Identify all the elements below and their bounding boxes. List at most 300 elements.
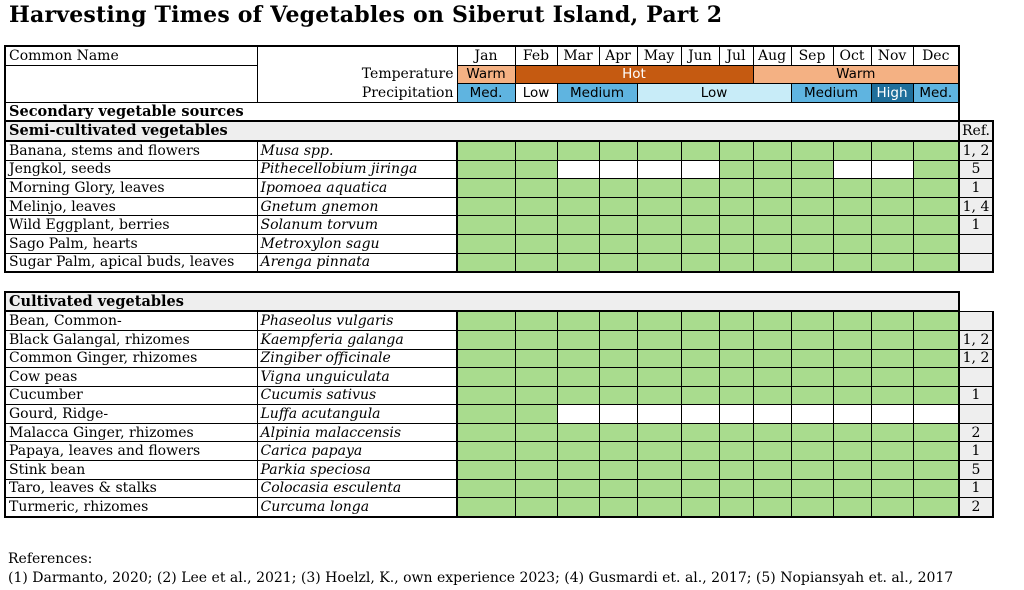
species-cell: Phaseolus vulgaris: [257, 311, 457, 330]
reference-cell: 1: [959, 386, 993, 405]
common-name-cell: Malacca Ginger, rhizomes: [5, 423, 257, 442]
gap-cell: [5, 272, 993, 292]
harvest-cell-may-harvest: [637, 253, 681, 272]
temperature-segment: Hot: [515, 65, 753, 84]
header-months-row: [5, 46, 993, 65]
harvest-cell-oct-harvest: [833, 498, 871, 517]
harvest-cell-jul-harvest: [719, 386, 753, 405]
harvest-cell-dec-harvest: [913, 386, 959, 405]
harvest-cell-dec-harvest: [913, 330, 959, 349]
harvest-cell-oct-harvest: [833, 442, 871, 461]
section-title: Semi-cultivated vegetables: [5, 121, 959, 141]
harvest-cell-apr-harvest: [599, 197, 637, 216]
harvest-cell-feb-harvest: [515, 479, 557, 498]
species-cell: Arenga pinnata: [257, 253, 457, 272]
harvest-cell-jan-harvest: [457, 386, 515, 405]
harvest-cell-jun-harvest: [681, 423, 719, 442]
harvest-cell-jan-harvest: [457, 253, 515, 272]
reference-cell: 1: [959, 442, 993, 461]
harvest-cell-apr-harvest: [599, 330, 637, 349]
harvest-cell-sep-harvest: [791, 141, 833, 160]
harvest-cell-dec-harvest: [913, 349, 959, 368]
harvest-cell-aug-harvest: [753, 311, 791, 330]
harvest-cell-aug-harvest: [753, 461, 791, 480]
harvest-cell-sep-harvest: [791, 253, 833, 272]
harvest-cell-aug-none: [753, 405, 791, 424]
table-row: [5, 179, 993, 198]
species-cell: Cucumis sativus: [257, 386, 457, 405]
month-header-jan: Jan: [457, 46, 515, 65]
harvest-cell-nov-harvest: [871, 349, 913, 368]
reference-cell: 2: [959, 498, 993, 517]
common-name-cell: Papaya, leaves and flowers: [5, 442, 257, 461]
reference-cell: 5: [959, 160, 993, 179]
section-header-row: [5, 292, 993, 312]
harvest-cell-jun-harvest: [681, 498, 719, 517]
harvest-cell-apr-harvest: [599, 311, 637, 330]
reference-cell: 1, 2: [959, 349, 993, 368]
harvest-cell-jun-harvest: [681, 234, 719, 253]
harvest-cell-oct-harvest: [833, 234, 871, 253]
harvest-cell-jun-harvest: [681, 311, 719, 330]
harvest-cell-feb-harvest: [515, 141, 557, 160]
harvest-cell-mar-harvest: [557, 479, 599, 498]
harvest-cell-mar-harvest: [557, 253, 599, 272]
common-name-cell: Morning Glory, leaves: [5, 179, 257, 198]
harvest-cell-mar-harvest: [557, 234, 599, 253]
table-row: [5, 368, 993, 387]
common-name-cell: Stink bean: [5, 461, 257, 480]
common-name-cell: Black Galangal, rhizomes: [5, 330, 257, 349]
harvest-cell-jul-harvest: [719, 311, 753, 330]
table-row: [5, 197, 993, 216]
harvest-cell-feb-harvest: [515, 216, 557, 235]
secondary-row: [5, 102, 993, 121]
harvest-cell-nov-none: [871, 160, 913, 179]
common-name-cell: Wild Eggplant, berries: [5, 216, 257, 235]
harvest-cell-feb-harvest: [515, 330, 557, 349]
page-title: Harvesting Times of Vegetables on Siberut Island, Part 2: [9, 2, 723, 28]
ref-header: Ref.: [959, 121, 993, 141]
harvest-cell-feb-harvest: [515, 234, 557, 253]
harvest-cell-jan-harvest: [457, 179, 515, 198]
harvest-cell-may-none: [637, 160, 681, 179]
harvest-cell-apr-harvest: [599, 141, 637, 160]
precipitation-segment: Medium: [557, 84, 637, 103]
harvest-cell-jan-harvest: [457, 349, 515, 368]
harvest-cell-feb-harvest: [515, 405, 557, 424]
harvest-cell-dec-harvest: [913, 423, 959, 442]
harvest-cell-apr-harvest: [599, 479, 637, 498]
harvest-cell-dec-harvest: [913, 141, 959, 160]
harvest-cell-jan-harvest: [457, 234, 515, 253]
species-cell: Musa spp.: [257, 141, 457, 160]
species-cell: Curcuma longa: [257, 498, 457, 517]
harvest-cell-apr-harvest: [599, 234, 637, 253]
harvest-cell-jan-harvest: [457, 216, 515, 235]
harvest-cell-apr-harvest: [599, 461, 637, 480]
harvest-cell-jun-none: [681, 160, 719, 179]
harvest-cell-oct-harvest: [833, 141, 871, 160]
harvest-cell-nov-harvest: [871, 197, 913, 216]
common-name-cell: Sago Palm, hearts: [5, 234, 257, 253]
table-row: [5, 442, 993, 461]
harvest-cell-dec-harvest: [913, 179, 959, 198]
harvest-cell-may-harvest: [637, 216, 681, 235]
precipitation-row: [5, 84, 993, 103]
harvest-cell-may-harvest: [637, 386, 681, 405]
month-header-dec: Dec: [913, 46, 959, 65]
species-cell: Luffa acutangula: [257, 405, 457, 424]
species-cell: Pithecellobium jiringa: [257, 160, 457, 179]
species-cell: Gnetum gnemon: [257, 197, 457, 216]
harvest-cell-feb-harvest: [515, 368, 557, 387]
harvest-cell-oct-harvest: [833, 216, 871, 235]
common-name-cell: Bean, Common-: [5, 311, 257, 330]
harvest-cell-jan-harvest: [457, 197, 515, 216]
month-header-mar: Mar: [557, 46, 599, 65]
harvest-cell-jan-harvest: [457, 479, 515, 498]
harvest-cell-nov-harvest: [871, 216, 913, 235]
common-name-cell: Taro, leaves & stalks: [5, 479, 257, 498]
harvest-cell-jul-harvest: [719, 349, 753, 368]
temperature-row: [5, 65, 993, 84]
harvest-cell-jan-harvest: [457, 330, 515, 349]
harvest-cell-dec-none: [913, 405, 959, 424]
harvest-cell-apr-harvest: [599, 442, 637, 461]
harvest-cell-mar-harvest: [557, 197, 599, 216]
section-title: Cultivated vegetables: [5, 292, 959, 312]
harvest-cell-aug-harvest: [753, 423, 791, 442]
harvest-cell-jan-harvest: [457, 141, 515, 160]
harvest-cell-sep-none: [791, 405, 833, 424]
species-cell: Solanum torvum: [257, 216, 457, 235]
harvest-cell-apr-harvest: [599, 368, 637, 387]
harvest-cell-aug-harvest: [753, 160, 791, 179]
harvest-cell-apr-none: [599, 405, 637, 424]
harvest-cell-apr-harvest: [599, 253, 637, 272]
precipitation-label: Precipitation: [257, 84, 457, 103]
harvest-cell-jun-harvest: [681, 349, 719, 368]
harvest-cell-jul-harvest: [719, 423, 753, 442]
reference-cell: 1: [959, 216, 993, 235]
harvest-cell-mar-harvest: [557, 386, 599, 405]
right-spacer: [959, 65, 993, 84]
harvest-cell-feb-harvest: [515, 386, 557, 405]
harvest-cell-jul-harvest: [719, 330, 753, 349]
harvest-cell-feb-harvest: [515, 160, 557, 179]
species-cell: Colocasia esculenta: [257, 479, 457, 498]
harvest-cell-jul-harvest: [719, 442, 753, 461]
harvest-cell-sep-harvest: [791, 330, 833, 349]
harvest-cell-aug-harvest: [753, 141, 791, 160]
harvest-cell-jul-harvest: [719, 253, 753, 272]
harvest-cell-sep-harvest: [791, 349, 833, 368]
harvest-cell-dec-harvest: [913, 216, 959, 235]
species-cell: Zingiber officinale: [257, 349, 457, 368]
common-name-cell: Jengkol, seeds: [5, 160, 257, 179]
harvest-cell-jul-harvest: [719, 141, 753, 160]
harvest-cell-aug-harvest: [753, 498, 791, 517]
harvest-cell-mar-harvest: [557, 461, 599, 480]
harvest-cell-aug-harvest: [753, 349, 791, 368]
table-row: [5, 330, 993, 349]
table-row: [5, 405, 993, 424]
harvest-cell-feb-harvest: [515, 253, 557, 272]
right-spacer: [959, 84, 993, 103]
harvest-cell-jul-harvest: [719, 160, 753, 179]
harvest-cell-aug-harvest: [753, 330, 791, 349]
harvest-cell-jun-harvest: [681, 386, 719, 405]
harvest-cell-jun-harvest: [681, 141, 719, 160]
harvest-cell-aug-harvest: [753, 197, 791, 216]
reference-cell: 5: [959, 461, 993, 480]
secondary-sources-label: Secondary vegetable sources: [5, 102, 959, 121]
harvest-cell-jun-harvest: [681, 461, 719, 480]
common-name-cell: Banana, stems and flowers: [5, 141, 257, 160]
month-header-nov: Nov: [871, 46, 913, 65]
harvest-cell-dec-harvest: [913, 461, 959, 480]
harvest-cell-nov-harvest: [871, 461, 913, 480]
harvest-cell-jun-harvest: [681, 253, 719, 272]
harvest-cell-oct-harvest: [833, 368, 871, 387]
species-cell: Ipomoea aquatica: [257, 179, 457, 198]
precipitation-segment: Low: [637, 84, 791, 103]
harvest-cell-may-harvest: [637, 479, 681, 498]
harvest-cell-apr-harvest: [599, 423, 637, 442]
species-cell: Parkia speciosa: [257, 461, 457, 480]
harvest-cell-apr-harvest: [599, 386, 637, 405]
harvest-cell-may-harvest: [637, 179, 681, 198]
table-row: [5, 479, 993, 498]
right-spacer: [959, 46, 993, 65]
harvest-cell-jun-harvest: [681, 330, 719, 349]
harvest-cell-aug-harvest: [753, 386, 791, 405]
harvest-cell-aug-harvest: [753, 253, 791, 272]
harvest-cell-jun-harvest: [681, 216, 719, 235]
harvest-cell-dec-harvest: [913, 253, 959, 272]
harvest-cell-may-harvest: [637, 311, 681, 330]
harvest-cell-nov-harvest: [871, 330, 913, 349]
harvest-cell-jul-none: [719, 405, 753, 424]
harvest-cell-feb-harvest: [515, 349, 557, 368]
harvest-cell-dec-harvest: [913, 368, 959, 387]
references-title: References:: [8, 551, 93, 567]
harvest-cell-jul-harvest: [719, 197, 753, 216]
harvest-cell-nov-harvest: [871, 253, 913, 272]
harvest-cell-aug-harvest: [753, 479, 791, 498]
table-row: [5, 423, 993, 442]
harvest-cell-nov-harvest: [871, 368, 913, 387]
harvest-cell-mar-harvest: [557, 498, 599, 517]
temperature-segment: Warm: [457, 65, 515, 84]
harvest-cell-mar-harvest: [557, 330, 599, 349]
harvest-cell-mar-harvest: [557, 442, 599, 461]
table-row: [5, 141, 993, 160]
table-row: [5, 216, 993, 235]
harvest-cell-dec-harvest: [913, 197, 959, 216]
harvest-cell-jun-harvest: [681, 479, 719, 498]
harvest-cell-nov-harvest: [871, 311, 913, 330]
harvest-cell-may-harvest: [637, 498, 681, 517]
harvest-cell-apr-harvest: [599, 498, 637, 517]
harvest-cell-jun-harvest: [681, 197, 719, 216]
harvest-cell-jan-harvest: [457, 498, 515, 517]
harvest-cell-oct-harvest: [833, 197, 871, 216]
harvest-cell-feb-harvest: [515, 179, 557, 198]
harvest-cell-nov-harvest: [871, 498, 913, 517]
harvest-cell-oct-harvest: [833, 179, 871, 198]
harvest-cell-may-harvest: [637, 461, 681, 480]
common-name-cell: Common Ginger, rhizomes: [5, 349, 257, 368]
common-name-header: Common Name: [5, 46, 257, 65]
harvest-cell-nov-none: [871, 405, 913, 424]
month-header-oct: Oct: [833, 46, 871, 65]
harvest-cell-may-harvest: [637, 423, 681, 442]
harvest-cell-may-harvest: [637, 197, 681, 216]
harvest-cell-feb-harvest: [515, 461, 557, 480]
harvest-cell-apr-harvest: [599, 349, 637, 368]
month-header-apr: Apr: [599, 46, 637, 65]
month-header-aug: Aug: [753, 46, 791, 65]
harvest-cell-nov-harvest: [871, 141, 913, 160]
temperature-label: Temperature: [257, 65, 457, 84]
harvest-cell-sep-harvest: [791, 461, 833, 480]
harvest-cell-mar-harvest: [557, 141, 599, 160]
precip-blank: [5, 84, 257, 103]
harvest-cell-jun-harvest: [681, 368, 719, 387]
harvest-cell-mar-harvest: [557, 423, 599, 442]
section-header-row: [5, 121, 993, 141]
harvest-cell-sep-harvest: [791, 311, 833, 330]
harvest-cell-mar-none: [557, 160, 599, 179]
reference-cell: 1, 2: [959, 141, 993, 160]
reference-cell: 2: [959, 423, 993, 442]
harvest-cell-dec-harvest: [913, 160, 959, 179]
harvest-cell-sep-harvest: [791, 216, 833, 235]
right-spacer: [959, 102, 993, 121]
harvest-cell-feb-harvest: [515, 423, 557, 442]
harvest-cell-may-harvest: [637, 234, 681, 253]
harvest-cell-feb-harvest: [515, 311, 557, 330]
reference-cell: 1: [959, 179, 993, 198]
harvest-calendar-table: [4, 45, 994, 518]
harvest-cell-aug-harvest: [753, 442, 791, 461]
harvest-cell-nov-harvest: [871, 479, 913, 498]
harvest-cell-mar-harvest: [557, 349, 599, 368]
harvest-cell-jan-harvest: [457, 311, 515, 330]
harvest-cell-oct-harvest: [833, 349, 871, 368]
harvest-cell-apr-none: [599, 160, 637, 179]
harvest-cell-mar-harvest: [557, 216, 599, 235]
section-gap: [5, 272, 993, 292]
harvest-cell-jul-harvest: [719, 216, 753, 235]
harvest-cell-sep-harvest: [791, 197, 833, 216]
month-header-sep: Sep: [791, 46, 833, 65]
harvest-cell-dec-harvest: [913, 479, 959, 498]
harvest-cell-jun-harvest: [681, 179, 719, 198]
harvest-cell-sep-harvest: [791, 479, 833, 498]
common-name-cell: Sugar Palm, apical buds, leaves: [5, 253, 257, 272]
harvest-cell-aug-harvest: [753, 179, 791, 198]
common-name-cell: Cucumber: [5, 386, 257, 405]
harvest-cell-oct-harvest: [833, 423, 871, 442]
harvest-cell-nov-harvest: [871, 234, 913, 253]
harvest-cell-jun-harvest: [681, 442, 719, 461]
harvest-cell-sep-harvest: [791, 234, 833, 253]
harvest-cell-feb-harvest: [515, 498, 557, 517]
month-header-may: May: [637, 46, 681, 65]
harvest-cell-may-harvest: [637, 442, 681, 461]
harvest-cell-may-harvest: [637, 141, 681, 160]
species-cell: Kaempferia galanga: [257, 330, 457, 349]
common-name-cell: Melinjo, leaves: [5, 197, 257, 216]
harvest-cell-oct-harvest: [833, 330, 871, 349]
harvest-cell-apr-harvest: [599, 216, 637, 235]
harvest-cell-jul-harvest: [719, 179, 753, 198]
common-name-cell: Gourd, Ridge-: [5, 405, 257, 424]
table-row: [5, 386, 993, 405]
month-header-jul: Jul: [719, 46, 753, 65]
harvest-cell-oct-harvest: [833, 479, 871, 498]
table-row: [5, 234, 993, 253]
harvest-cell-aug-harvest: [753, 234, 791, 253]
harvest-cell-dec-harvest: [913, 498, 959, 517]
harvest-cell-feb-harvest: [515, 442, 557, 461]
precipitation-segment: Low: [515, 84, 557, 103]
harvest-cell-dec-harvest: [913, 442, 959, 461]
harvest-cell-oct-none: [833, 160, 871, 179]
harvest-cell-mar-none: [557, 405, 599, 424]
harvest-cell-sep-harvest: [791, 386, 833, 405]
reference-cell: [959, 253, 993, 272]
harvest-cell-oct-harvest: [833, 461, 871, 480]
harvest-cell-apr-harvest: [599, 179, 637, 198]
harvest-cell-jan-harvest: [457, 461, 515, 480]
harvest-cell-jan-harvest: [457, 405, 515, 424]
harvest-cell-oct-harvest: [833, 311, 871, 330]
harvest-cell-jul-harvest: [719, 234, 753, 253]
temp-blank: [5, 65, 257, 84]
harvest-cell-nov-harvest: [871, 179, 913, 198]
harvest-cell-jan-harvest: [457, 160, 515, 179]
reference-cell: [959, 405, 993, 424]
harvest-cell-mar-harvest: [557, 311, 599, 330]
reference-cell: [959, 368, 993, 387]
table-row: [5, 461, 993, 480]
precipitation-segment: Med.: [913, 84, 959, 103]
harvest-cell-sep-harvest: [791, 368, 833, 387]
harvest-cell-sep-harvest: [791, 179, 833, 198]
references-text: (1) Darmanto, 2020; (2) Lee et al., 2021; (3) Hoelzl, K., own experience 2023; (4) Gusmardi et. al., 2017; (5) Nopiansyah et. al., 2017: [8, 570, 954, 586]
harvest-cell-jan-harvest: [457, 368, 515, 387]
reference-cell: 1: [959, 479, 993, 498]
precipitation-segment: Med.: [457, 84, 515, 103]
species-cell: Vigna unguiculata: [257, 368, 457, 387]
harvest-cell-jul-harvest: [719, 368, 753, 387]
harvest-cell-nov-harvest: [871, 442, 913, 461]
header-spacer: [257, 46, 457, 65]
harvest-cell-aug-harvest: [753, 216, 791, 235]
species-cell: Metroxylon sagu: [257, 234, 457, 253]
harvest-cell-dec-harvest: [913, 234, 959, 253]
table-row: [5, 311, 993, 330]
table-row: [5, 498, 993, 517]
harvest-cell-may-harvest: [637, 368, 681, 387]
precipitation-segment: High: [871, 84, 913, 103]
month-header-jun: Jun: [681, 46, 719, 65]
reference-cell: 1, 2: [959, 330, 993, 349]
